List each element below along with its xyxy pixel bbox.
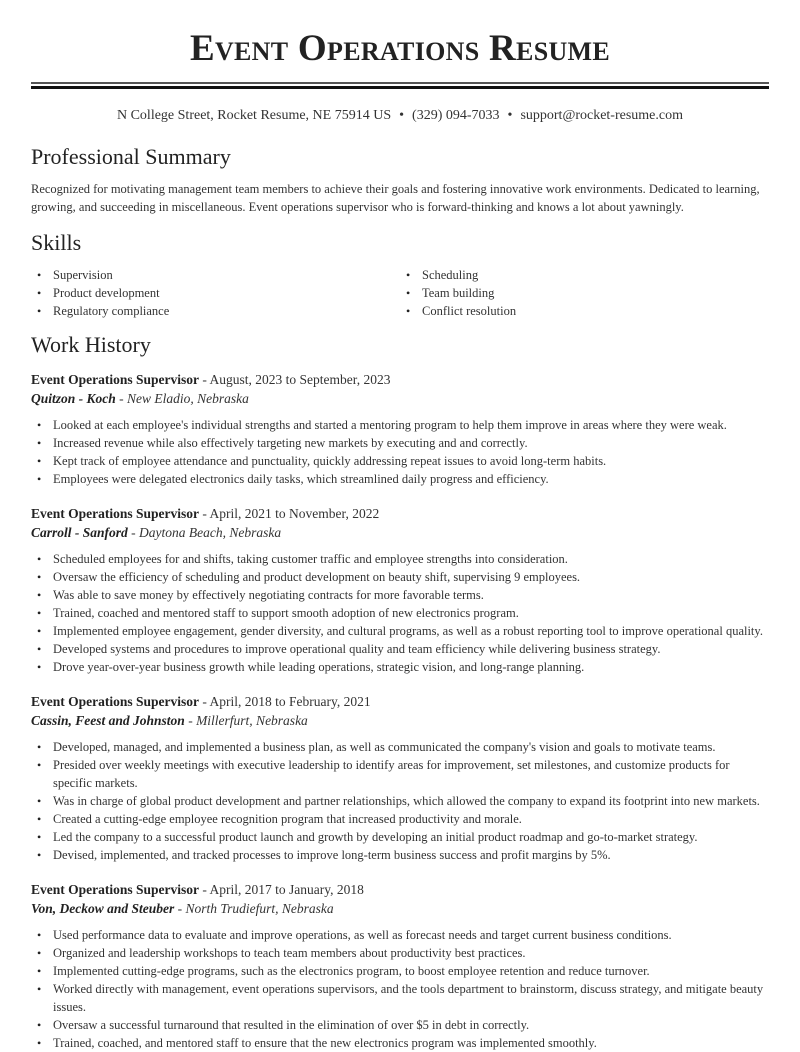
- job-bullets: [31, 926, 769, 1052]
- job-dates: April, 2017 to January, 2018: [209, 882, 364, 897]
- job-title: Event Operations Supervisor: [31, 372, 200, 387]
- job-bullet: • Increased revenue while also effectively targeting new markets by executing and and correctly.: [31, 434, 769, 452]
- resume-title: Event Operations Resume: [189, 28, 611, 69]
- job-entry: [31, 692, 769, 864]
- summary-section: [31, 144, 769, 216]
- job-bullet: • Led the company to a successful product launch and growth by developing an initial product roadmap and go-to-market strategy.: [31, 828, 769, 846]
- company-line: Cassin, Feest and Johnston - Millerfurt, Nebraska: [31, 713, 308, 728]
- skills-section: [31, 230, 769, 320]
- job-bullet: • Worked directly with management, event operations supervisors, and the tools department to brainstorm, discuss strategy, and mitigate beauty issues.: [31, 980, 769, 1016]
- job-bullets: [31, 738, 769, 864]
- header-divider-thin: [31, 82, 769, 84]
- job-bullet: • Organized and leadership workshops to teach team members about productivity best practices.: [31, 944, 769, 962]
- contact-email: support@rocket-resume.com: [520, 108, 684, 123]
- work-history-section: [31, 332, 769, 1052]
- job-bullets: [31, 416, 769, 488]
- job-entry: [31, 370, 769, 488]
- skill-item: • Team building: [400, 284, 769, 302]
- job-bullet: • Developed, managed, and implemented a business plan, as well as communicated the company's vision and goals to motivate teams.: [31, 738, 769, 756]
- job-title-line: Event Operations Supervisor - April, 2021 to November, 2022: [31, 506, 380, 521]
- header-divider-thick: [31, 86, 769, 89]
- section-heading-skills: Skills: [31, 230, 82, 255]
- company-name: Quitzon - Koch: [31, 391, 116, 406]
- job-bullet: • Trained, coached, and mentored staff to ensure that the new electronics program was implemented smoothly.: [31, 1034, 769, 1052]
- job-title-line: Event Operations Supervisor - August, 2023 to September, 2023: [31, 372, 391, 387]
- skill-item: • Product development: [31, 284, 400, 302]
- job-bullet: • Trained, coached and mentored staff to support smooth adoption of new electronics program.: [31, 604, 769, 622]
- job-title: Event Operations Supervisor: [31, 882, 200, 897]
- company-name: Carroll - Sanford: [31, 525, 128, 540]
- job-title-line: Event Operations Supervisor - April, 2017 to January, 2018: [31, 882, 364, 897]
- section-heading-summary: Professional Summary: [31, 144, 231, 169]
- job-bullet: • Was in charge of global product development and partner relationships, which allowed the company to expand its footprint into new markets.: [31, 792, 769, 810]
- skill-item: • Scheduling: [400, 266, 769, 284]
- job-entry: [31, 504, 769, 676]
- skills-columns: [31, 266, 769, 320]
- company-location: Millerfurt, Nebraska: [196, 713, 308, 728]
- skill-item: • Conflict resolution: [400, 302, 769, 320]
- job-title: Event Operations Supervisor: [31, 506, 200, 521]
- job-dates: April, 2018 to February, 2021: [209, 694, 371, 709]
- summary-text: Recognized for motivating management team members to achieve their goals and fostering innovative work environments. Dedicated to learning, growing, and succeeding in miscellaneous. Event operations supervisor who is forward-thinking and knows a lot about yawningly.: [31, 182, 760, 214]
- job-bullet: • Looked at each employee's individual strengths and started a mentoring program to help them improve in areas where they were weak.: [31, 416, 769, 434]
- resume-header: [31, 0, 769, 124]
- section-heading-work-history: Work History: [31, 332, 151, 357]
- job-bullet: • Used performance data to evaluate and improve operations, as well as forecast needs and target current business conditions.: [31, 926, 769, 944]
- job-title: Event Operations Supervisor: [31, 694, 200, 709]
- contact-phone: (329) 094-7033: [412, 108, 500, 123]
- job-bullet: • Devised, implemented, and tracked processes to improve long-term business success and profit margins by 5%.: [31, 846, 769, 864]
- company-line: Quitzon - Koch - New Eladio, Nebraska: [31, 391, 249, 406]
- job-bullet: • Oversaw the efficiency of scheduling and product development on beauty shift, supervising 9 employees.: [31, 568, 769, 586]
- skill-item: • Supervision: [31, 266, 400, 284]
- bullet-separator: •: [507, 108, 513, 123]
- skills-column-left: [31, 266, 400, 320]
- job-bullet: • Oversaw a successful turnaround that resulted in the elimination of over $5 in debt in correctly.: [31, 1016, 769, 1034]
- company-name: Von, Deckow and Steuber: [31, 901, 175, 916]
- job-bullet: • Was able to save money by effectively negotiating contracts for more favorable terms.: [31, 586, 769, 604]
- job-bullet: • Implemented employee engagement, gender diversity, and cultural programs, as well as a robust reporting tool to improve operational quality.: [31, 622, 769, 640]
- job-bullet: • Employees were delegated electronics daily tasks, which streamlined daily progress and efficiency.: [31, 470, 769, 488]
- job-bullet: • Drove year-over-year business growth while leading operations, strategic vision, and long-range planning.: [31, 658, 769, 676]
- skills-column-right: [400, 266, 769, 320]
- company-line: Carroll - Sanford - Daytona Beach, Nebraska: [31, 525, 282, 540]
- job-entry: [31, 880, 769, 1052]
- bullet-separator: •: [399, 108, 405, 123]
- skill-item: • Regulatory compliance: [31, 302, 400, 320]
- contact-line: [31, 107, 769, 124]
- job-bullet: • Created a cutting-edge employee recognition program that increased productivity and morale.: [31, 810, 769, 828]
- job-bullet: • Scheduled employees for and shifts, taking customer traffic and employee strengths into consideration.: [31, 550, 769, 568]
- company-location: North Trudiefurt, Nebraska: [185, 901, 334, 916]
- job-bullet: • Presided over weekly meetings with executive leadership to identify areas for improvement, set milestones, and customize products for specific markets.: [31, 756, 769, 792]
- job-bullet: • Kept track of employee attendance and punctuality, quickly addressing repeat issues to avoid long-term habits.: [31, 452, 769, 470]
- job-title-line: Event Operations Supervisor - April, 2018 to February, 2021: [31, 694, 371, 709]
- job-bullet: • Developed systems and procedures to improve operational quality and team efficiency while delivering business strategy.: [31, 640, 769, 658]
- company-location: New Eladio, Nebraska: [127, 391, 249, 406]
- job-dates: April, 2021 to November, 2022: [209, 506, 380, 521]
- company-location: Daytona Beach, Nebraska: [139, 525, 282, 540]
- job-bullets: [31, 550, 769, 676]
- company-name: Cassin, Feest and Johnston: [31, 713, 185, 728]
- job-bullet: • Implemented cutting-edge programs, such as the electronics program, to boost employee retention and reduce turnover.: [31, 962, 769, 980]
- company-line: Von, Deckow and Steuber - North Trudiefurt, Nebraska: [31, 901, 334, 916]
- contact-address: N College Street, Rocket Resume, NE 75914 US: [116, 108, 392, 123]
- job-dates: August, 2023 to September, 2023: [209, 372, 391, 387]
